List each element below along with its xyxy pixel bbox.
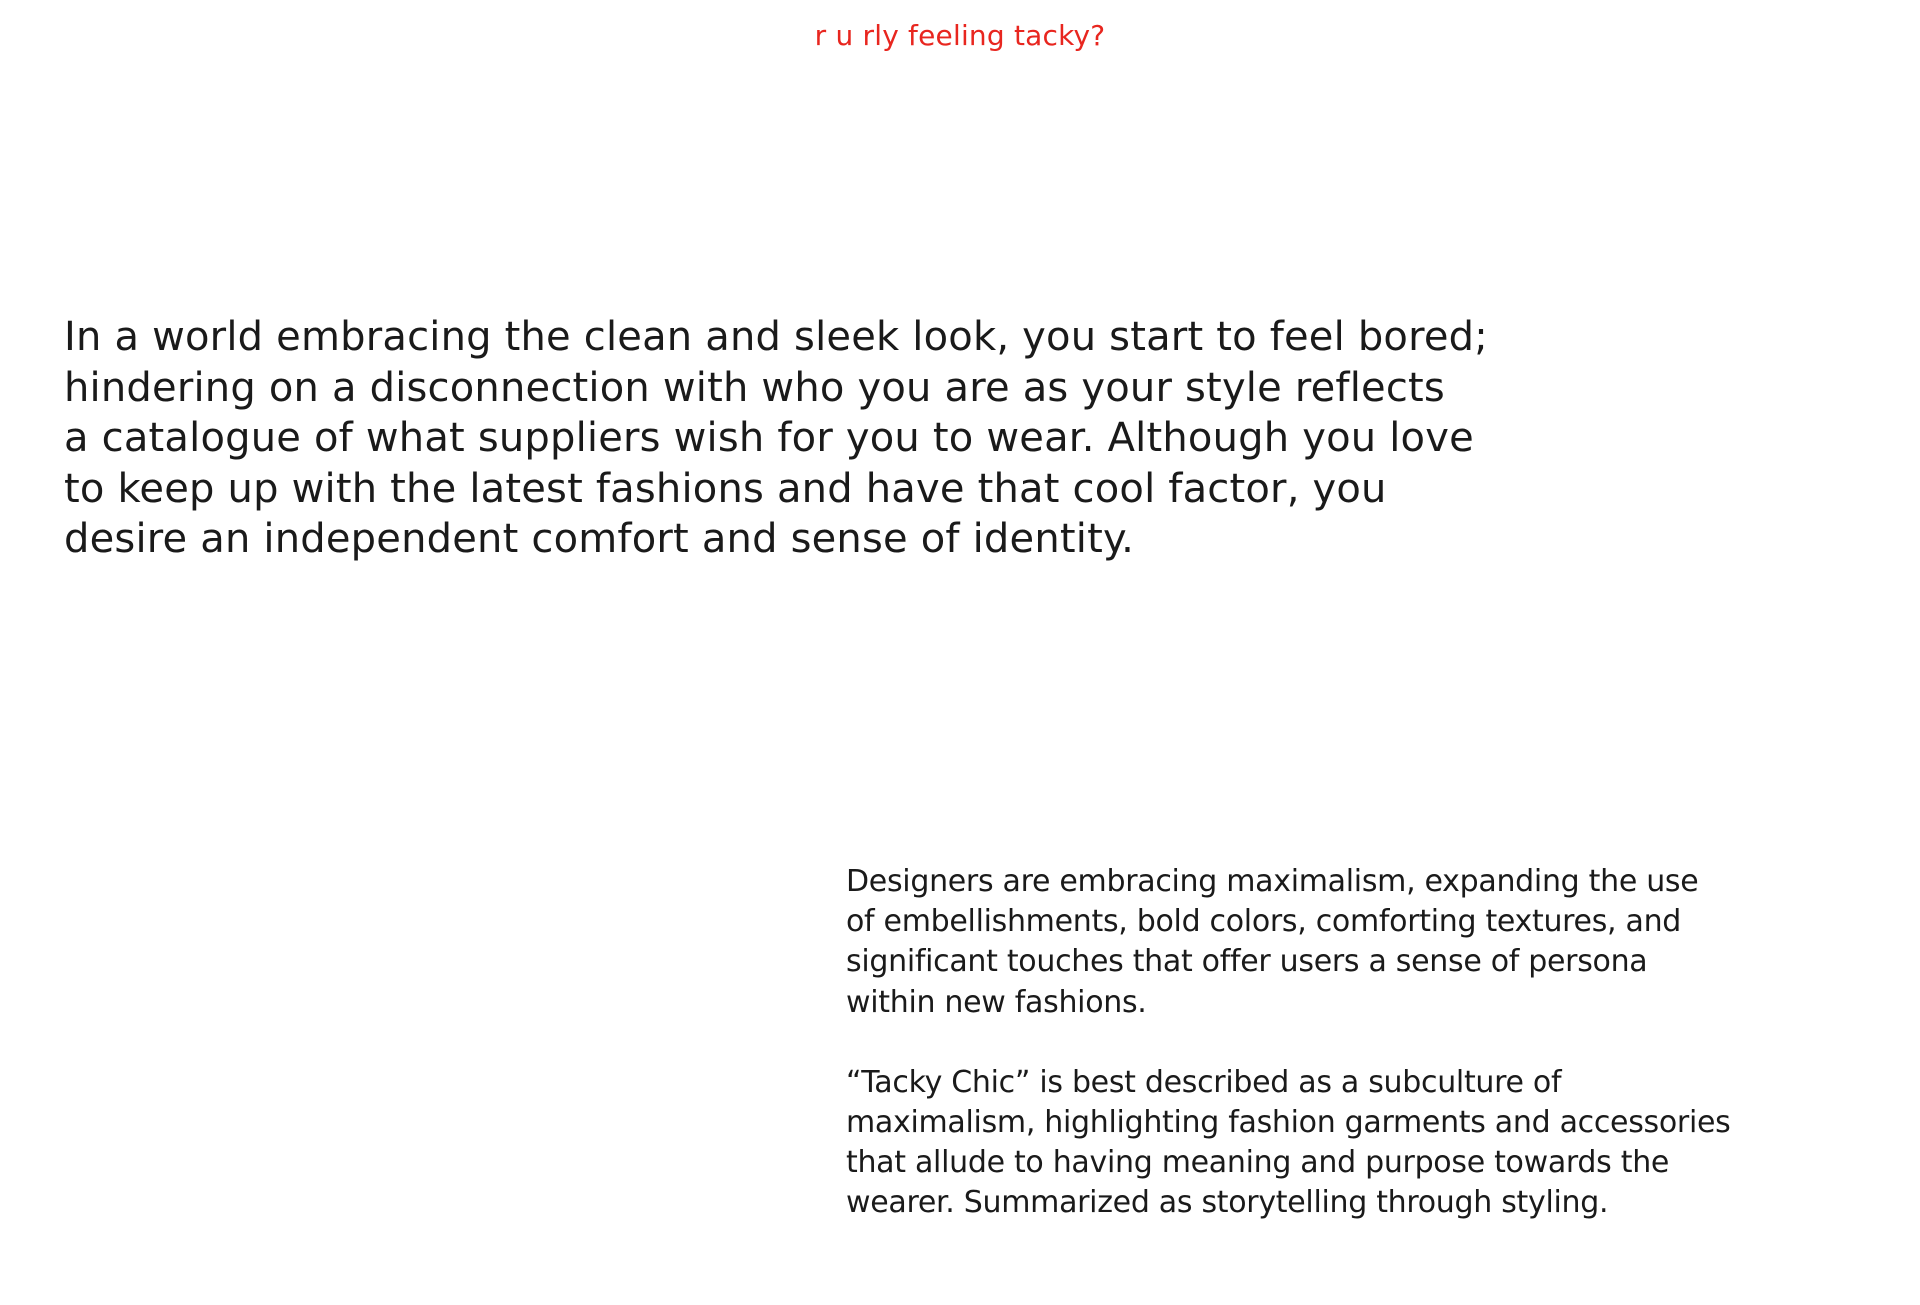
intro-line: In a world embracing the clean and sleek look, you start to feel bored; bbox=[64, 314, 1488, 360]
paragraph-line: Designers are embracing maximalism, expanding the use bbox=[846, 864, 1699, 899]
intro-line: desire an independent comfort and sense of identity. bbox=[64, 516, 1135, 562]
paragraph-line: within new fashions. bbox=[846, 984, 1147, 1020]
tacky-chic-paragraph bbox=[846, 1063, 1896, 1224]
paragraph-line: that allude to having meaning and purpose towards the bbox=[846, 1145, 1670, 1181]
intro-line: to keep up with the latest fashions and have that cool factor, you bbox=[64, 465, 1387, 512]
paragraph-line: of embellishments, bold colors, comforting textures, and bbox=[846, 904, 1682, 940]
paragraph-line: maximalism, highlighting fashion garments and accessories bbox=[846, 1105, 1731, 1141]
intro-paragraph bbox=[64, 312, 1624, 565]
page-tagline: r u rly feeling tacky? bbox=[814, 19, 1106, 52]
intro-line: a catalogue of what suppliers wish for you to wear. Although you love bbox=[64, 415, 1474, 461]
paragraph-line: significant touches that offer users a sense of persona bbox=[846, 944, 1648, 980]
maximalism-paragraph bbox=[846, 862, 1896, 1023]
paragraph-line: “Tacky Chic” is best described as a subculture of bbox=[846, 1064, 1562, 1100]
paragraph-line: wearer. Summarized as storytelling through styling. bbox=[846, 1185, 1609, 1221]
detail-section bbox=[846, 862, 1896, 1224]
intro-line: hindering on a disconnection with who you are as your style reflects bbox=[64, 364, 1445, 411]
